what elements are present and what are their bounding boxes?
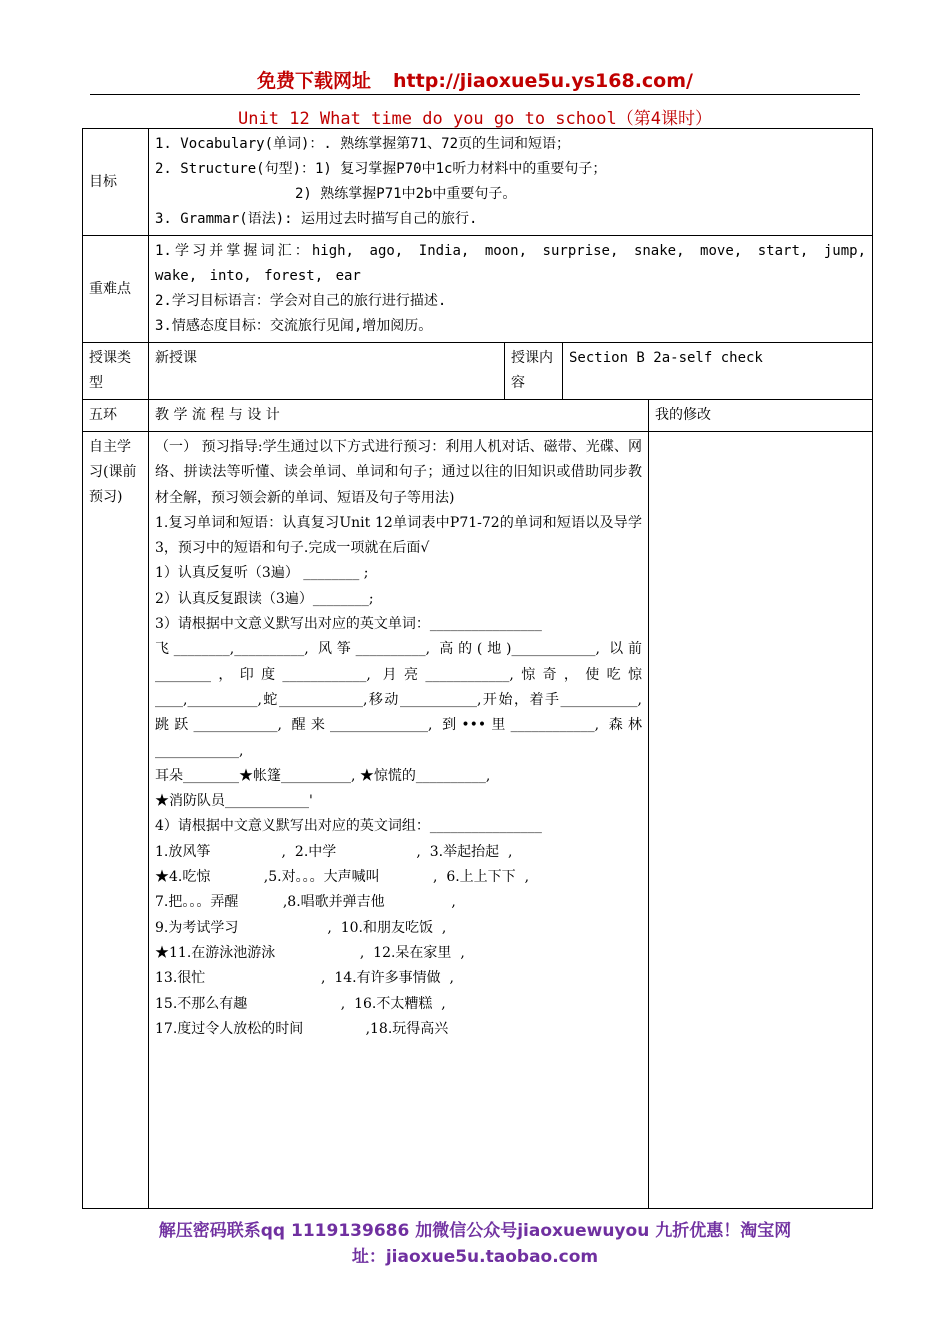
goals-label: 目标: [83, 129, 149, 236]
phrase-line: 9.为考试学习 , 10.和朋友吃饭 ,: [155, 919, 447, 936]
study-line: 1）认真反复听（3遍） ________ ;: [155, 565, 369, 582]
study-line: 2）认真反复跟读（3遍）________;: [155, 590, 374, 607]
self-study-label: 自主学习(课前预习): [83, 432, 149, 1209]
key-point-line: 2.学习目标语言：学会对自己的旅行进行描述.: [155, 293, 447, 309]
key-points-row: [83, 236, 873, 343]
study-line: 3）请根据中文意义默写出对应的英文单词：________________: [155, 616, 542, 633]
phrase-line: ★4.吃惊 ,5.对。。。大声喊叫 , 6.上上下下 ,: [155, 869, 530, 886]
footer-line1: 解压密码联系qq 1119139686 加微信公众号jiaoxuewuyou 九折优惠！淘宝网: [158, 1221, 792, 1241]
footer-note: [0, 1218, 950, 1270]
phrase-line: 1.放风筝 , 2.中学 , 3.举起抬起 ,: [155, 843, 513, 860]
header-divider: [90, 94, 860, 95]
my-revision-cell[interactable]: [649, 432, 873, 1209]
phrase-line: 7.把。。。弄醒 ,8.唱歌并弹吉他 ,: [155, 894, 456, 911]
phrase-line: 17.度过令人放松的时间 ,18.玩得高兴: [155, 1020, 449, 1037]
study-line: 4）请根据中文意义默写出对应的英文词组：________________: [155, 818, 542, 835]
lesson-plan-table: [82, 128, 873, 1209]
lesson-content-label: 授课内容: [505, 343, 563, 400]
page-title: Unit 12 What time do you go to school（第4课时）: [238, 109, 712, 129]
lesson-type-value: 新授课: [149, 343, 505, 400]
goal-line: 2) 熟练掌握P71中2b中重要句子。: [295, 186, 517, 202]
self-study-content: [149, 432, 649, 1209]
download-header: [0, 66, 950, 93]
study-line: ★消防队员____________': [155, 793, 313, 810]
study-line: 耳朵________★帐篷__________, ★惊慌的__________,: [155, 767, 491, 784]
goal-line: 2. Structure(句型)：1) 复习掌握P70中1c听力材料中的重要句子；: [155, 161, 607, 177]
process-col3-header: 我的修改: [649, 400, 873, 432]
key-point-line: 1.学习并掌握词汇：high, ago, India, moon, surprise, snake, move, start, jump, wake, into, forest, ear: [155, 243, 866, 284]
goal-line: 1. Vocabulary(单词)：. 熟练掌握第71、72页的生词和短语；: [155, 136, 571, 152]
lesson-type-row: [83, 343, 873, 400]
key-point-line: 3.情感态度目标：交流旅行见闻,增加阅历。: [155, 318, 433, 334]
study-paragraph: 1.复习单词和短语：认真复习Unit 12单词表中P71-72的单词和短语以及导学3，预习中的短语和句子.完成一项就在后面√: [155, 514, 642, 557]
key-points-label: 重难点: [83, 236, 149, 343]
lesson-content-value: Section B 2a-self check: [563, 343, 873, 400]
phrase-line: 15.不那么有趣 , 16.不太糟糕 ,: [155, 995, 446, 1012]
process-header-row: [83, 400, 873, 432]
lesson-type-label: 授课类型: [83, 343, 149, 400]
phrase-line: ★11.在游泳池游泳 , 12.呆在家里 ,: [155, 944, 465, 961]
process-col2-header: 教 学 流 程 与 设 计: [149, 400, 649, 432]
header-url[interactable]: http://jiaoxue5u.ys168.com/: [393, 70, 693, 92]
study-paragraph: （一） 预习指导:学生通过以下方式进行预习：利用人机对话、磁带、光碟、网络、拼读法等听懂、读会单词、单词和句子；通过以往的旧知识或借助同步教材全解，预习领会新的单词、短语及句子等用法): [155, 439, 642, 506]
goal-line: 3. Grammar(语法): 运用过去时描写自己的旅行.: [155, 211, 478, 227]
word-blanks: 飞________,__________, 风筝__________, 高的(地)____________, 以前________，印度____________, 月亮____________,惊奇，使吃惊____,__________,蛇____________,移动___________,开始，着手___________, 跳跃____________, 醒来______________, 到•••里____________, 森林____________,: [155, 641, 642, 759]
key-points-content: [149, 236, 873, 343]
footer-line2[interactable]: 址：jiaoxue5u.taobao.com: [351, 1247, 599, 1267]
goals-content: [149, 129, 873, 236]
process-col1-header: 五环: [83, 400, 149, 432]
self-study-row: [83, 432, 873, 1209]
phrase-line: 13.很忙 , 14.有许多事情做 ,: [155, 970, 454, 987]
header-label: 免费下载网址: [257, 70, 372, 92]
goals-row: [83, 129, 873, 236]
